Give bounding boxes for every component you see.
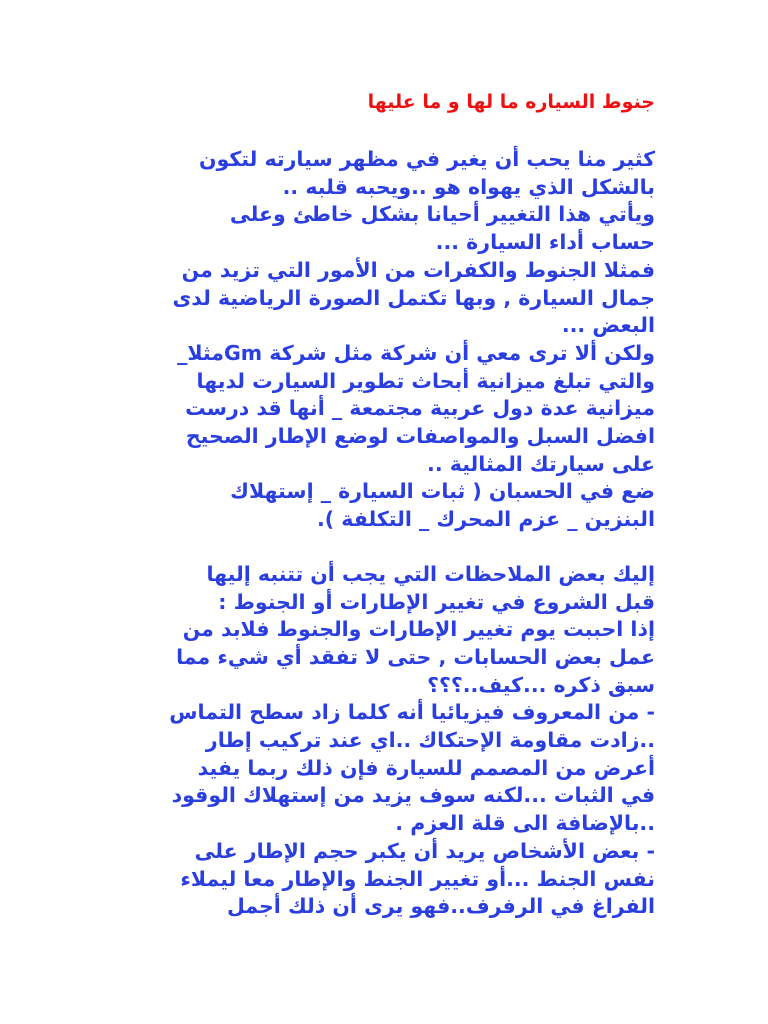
text-line: والتي تبلغ ميزانية أبحاث تطوير السيارت لديها	[196, 368, 655, 393]
paragraph-notes	[110, 561, 655, 921]
text-line: افضل السبل والمواصفات لوضع الإطار الصحيح	[185, 424, 655, 449]
text-line: في الثبات ...لكنه سوف يزيد من إستهلاك الوقود	[171, 783, 655, 808]
text-line: ولكن ألا ترى معي أن شركة مثل شركة Gmمثلا_	[177, 340, 655, 365]
text-line: عمل بعض الحسابات , حتى لا تفقد أي شيء مما	[176, 644, 655, 669]
text-line: كثير منا يحب أن يغير في مظهر سيارته لتكون	[199, 147, 655, 171]
text-line: على سيارتك المثالية ..	[427, 451, 655, 476]
paragraph-intro	[110, 146, 655, 534]
text-line: قبل الشروع في تغيير الإطارات أو الجنوط :	[218, 589, 655, 614]
text-line: ..زادت مقاومة الإحتكاك ..اي عند تركيب إطار	[205, 728, 655, 753]
text-line: ميزانية عدة دول عربية مجتمعة _ أنها قد درست	[185, 396, 655, 421]
text-line: إليك بعض الملاحظات التي يجب أن تتنبه إليها	[206, 561, 655, 586]
text-line: نفس الجنط ...أو تغيير الجنط والإطار معا ليملاء	[180, 866, 655, 891]
text-line: البنزين _ عزم المحرك _ التكلفة ).	[317, 507, 655, 532]
text-line: الفراغ في الرفرف..فهو يرى أن ذلك أجمل	[226, 894, 655, 919]
text-line: البعض ...	[561, 313, 655, 338]
article-title: جنوط السياره ما لها و ما عليها	[367, 91, 655, 113]
text-line: سبق ذكره ...كيف..؟؟؟	[427, 672, 655, 697]
text-line: ويأتي هذا التغيير أحيانا بشكل خاطئ وعلى	[229, 202, 655, 227]
text-line: ..بالإضافة الى قلة العزم .	[395, 811, 655, 836]
text-line: - بعض الأشخاص يريد أن يكبر حجم الإطار على	[194, 838, 655, 863]
text-line: - من المعروف فيزيائيا أنه كلما زاد سطح التماس	[169, 700, 655, 725]
text-line: جمال السيارة , وبها تكتمل الصورة الرياضية لدى	[172, 285, 655, 310]
text-line: بالشكل الذي يهواه هو ..ويحبه قلبه ..	[282, 174, 655, 199]
article-body	[110, 88, 655, 921]
text-line: ضع في الحسبان ( ثبات السيارة _ إستهلاك	[230, 479, 655, 504]
text-line: إذا احببت يوم تغيير الإطارات والجنوط فلابد من	[182, 617, 655, 642]
text-line: فمثلا الجنوط والكفرات من الأمور التي تزيد من	[181, 257, 655, 282]
text-line: حساب أداء السيارة ...	[435, 230, 655, 255]
text-line: أعرض من المصمم للسيارة فإن ذلك ربما يفيد	[197, 755, 655, 780]
paragraph-gap	[110, 534, 655, 561]
